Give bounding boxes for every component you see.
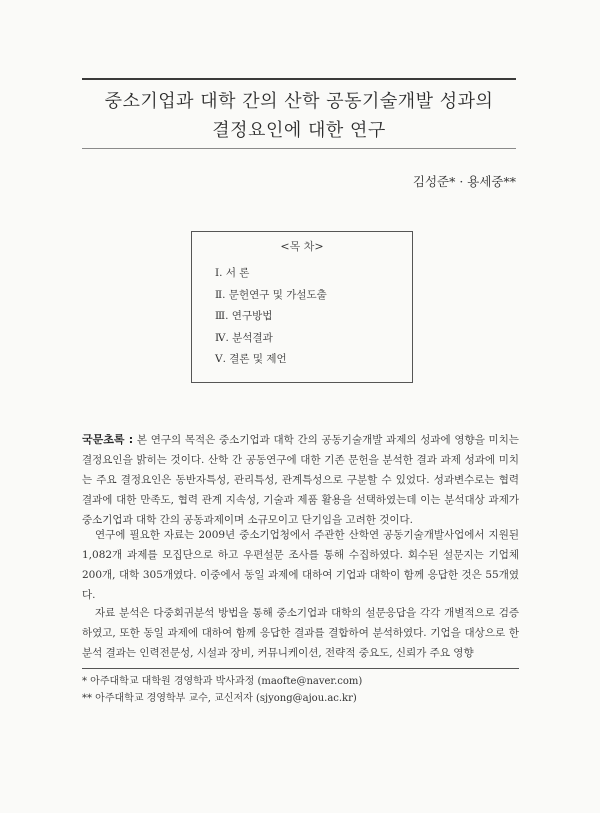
abstract-label: 국문초록 : [82, 433, 134, 446]
toc-item-results: Ⅳ. 분석결과 [215, 331, 273, 344]
footnote-1: * 아주대학교 대학원 경영학과 박사과정 (maofte@naver.com) [82, 676, 363, 687]
footnotes [82, 673, 522, 707]
table-of-contents [191, 231, 413, 383]
abstract-text: 본 연구의 목적은 중소기업과 대학 간의 공동기술개발 과제의 성과에 영향을 미치는 결정요인을 밝히는 것이다. 산학 간 공동연구에 대한 기존 문헌을 분석한 결과 과제 성과에 미치는 주요 결정요인은 동반자특성, 관리특성, 관계특성으로 구분할 수 있었다. 성과변수로는 협력 결과에 대한 만족도, 협력 관계 지속성, 기술과 제품 활용을 선택하였는데 이는 분석대상 과제가 중소기업과 대학 간의 공동과제이며 소규모이고 단기임을 고려한 것이다. [82, 434, 519, 526]
abstract-paragraph-3: 자료 분석은 다중회귀분석 방법을 통해 중소기업과 대학의 설문응답을 각각 개별적으로 검증하였고, 또한 동일 과제에 대하여 함께 응답한 결과를 결합하여 분석하였다. 기업을 대상으로 한 분석 결과는 인력전문성, 시설과 장비, 커뮤니케이션, 전략적 중요도, 신뢰가 주요 영향 [82, 607, 519, 659]
footnote-2: ** 아주대학교 경영학부 교수, 교신저자 (sjyong@ajou.ac.kr) [82, 693, 357, 704]
abstract-paragraph-2: 연구에 필요한 자료는 2009년 중소기업청에서 주관한 산학연 공동기술개발사업에서 지원된 1,082개 과제를 모집단으로 하고 우편설문 조사를 통해 수집하였다. 회수된 설문지는 기업체 200개, 대학 305개였다. 이중에서 동일 과제에 대하여 기업과 대학이 함께 응답한 것은 55개였다. [82, 529, 519, 601]
toc-heading: <목 차> [280, 240, 324, 253]
abstract-paragraph-1 [82, 430, 519, 530]
title-top-rule [82, 78, 516, 80]
toc-item-literature-review: Ⅱ. 문헌연구 및 가설도출 [215, 288, 327, 301]
toc-heading-text: 목 차 [289, 240, 315, 253]
title-bottom-rule [82, 148, 516, 149]
author-line: 김성준* · 용세중** [412, 174, 516, 189]
toc-item-introduction: Ⅰ. 서 론 [215, 267, 250, 279]
toc-list [215, 265, 327, 373]
paper-title-line-2: 결정요인에 대한 연구 [212, 120, 386, 141]
toc-item-methodology: Ⅲ. 연구방법 [215, 310, 273, 322]
footnote-rule [82, 668, 519, 669]
paper-title-line-1: 중소기업과 대학 간의 산학 공동기술개발 성과의 [104, 91, 494, 112]
toc-item-conclusion: Ⅴ. 결론 및 제언 [215, 353, 287, 365]
